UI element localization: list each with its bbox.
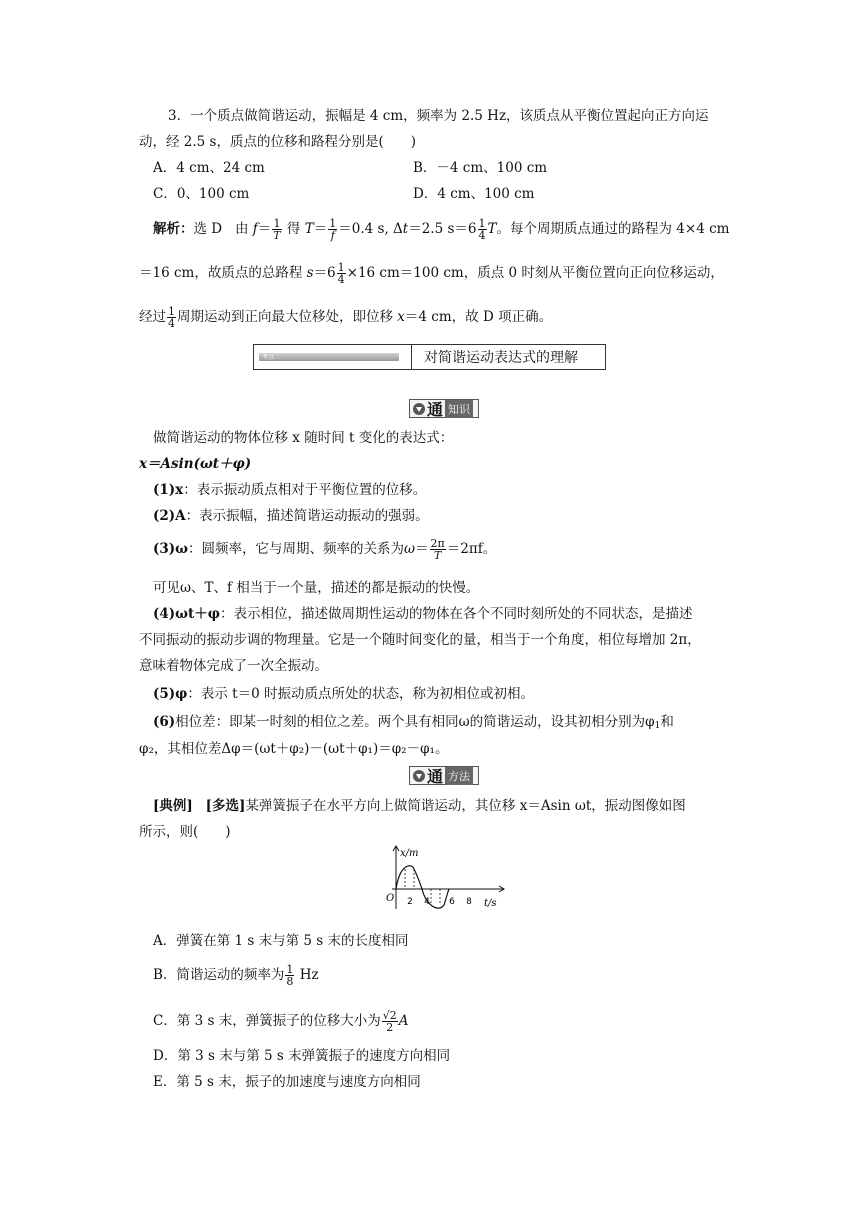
q3-stem-line2: 动，经 2.5 s，质点的位移和路程分别是( ) — [139, 134, 417, 150]
topic-header — [253, 344, 606, 370]
example-option-d: D．第 3 s 末与第 5 s 末弹簧振子的速度方向相同 — [153, 1048, 451, 1064]
x-tick-label: 4 — [424, 897, 430, 907]
solution-line1: 解析：选 D 由 f＝ $\frac{1}{T}$ 得 T＝ $\frac{1}{f}$ ＝0.4 s, Δt＝2.5 s＝6 $\frac{1}{4}$ T。每个周期质点通过的路程为 4×4 cm — [153, 217, 730, 242]
fraction: $\frac{√2}{2}$ — [382, 1009, 397, 1034]
method-badge: 通 方法 — [409, 766, 479, 785]
topic-tag — [254, 345, 412, 369]
knowledge-point-6-line2: φ₂，其相位差Δφ＝(ωt＋φ₂)－(ωt＋φ₁)＝φ₂－φ₁。 — [139, 741, 449, 757]
fraction: $\frac{1}{4}$ — [168, 305, 175, 330]
example-tag: [典例] — [153, 798, 193, 814]
knowledge-point-4-line2: 不同振动的振动步调的物理量。它是一个随时间变化的量，相当于一个角度，相位每增加 2π， — [139, 632, 701, 648]
q3-option-a: A．4 cm、24 cm — [153, 160, 265, 176]
knowledge-point-3: (3)ω：圆频率，它与周期、频率的关系为ω＝ $\frac{2\pi}{T}$ ＝2πf。 — [153, 537, 497, 562]
example-stem-line1: [典例] [多选]某弹簧振子在水平方向上做简谐运动，其位移 x＝Asin ωt，振动图像如图 — [153, 798, 686, 814]
knowledge-formula: x＝Asin(ωt＋φ) — [139, 456, 252, 472]
knowledge-point-1: (1)x：表示振动质点相对于平衡位置的位移。 — [153, 482, 427, 498]
arrow-down-icon — [413, 403, 425, 415]
knowledge-intro: 做简谐运动的物体位移 x 随时间 t 变化的表达式： — [153, 430, 454, 446]
y-axis-label: x/m — [400, 848, 419, 859]
q3-stem-line1: 3．一个质点做简谐运动，振幅是 4 cm，频率为 2.5 Hz，该质点从平衡位置起向正方向运 — [168, 108, 709, 124]
knowledge-point-6: (6)相位差：即某一时刻的相位之差。两个具有相同ω的简谐运动，设其初相分别为$\varphi_1$和 — [153, 714, 674, 731]
fraction: $\frac{1}{T}$ — [273, 217, 281, 242]
fraction: $\frac{2\pi}{T}$ — [430, 537, 445, 562]
fraction: $\frac{1}{4}$ — [478, 217, 486, 242]
example-option-a: A．弹簧在第 1 s 末与第 5 s 末的长度相同 — [153, 933, 409, 949]
sine-curve — [396, 866, 449, 908]
example-stem-line2: 所示，则( ) — [139, 824, 231, 840]
solution-prefix: 解析： — [153, 221, 194, 237]
knowledge-point-4: (4)ωt＋φ：表示相位，描述做周期性运动的物体在各个不同时刻所处的不同状态，是描述 — [153, 606, 693, 622]
example-multi-tag: [多选] — [205, 798, 246, 814]
x-tick-label: 2 — [407, 897, 413, 907]
fraction: $\frac{1}{4}$ — [337, 261, 345, 286]
solution-line3: 经过 $\frac{1}{4}$ 周期运动到正向最大位移处，即位移 x＝4 cm，故 D 项正确。 — [139, 305, 553, 330]
x-tick-label: 8 — [466, 897, 472, 907]
topic-title: 对简谐运动表达式的理解 — [424, 350, 578, 366]
knowledge-point-2: (2)A：表示振幅，描述简谐运动振动的强弱。 — [153, 508, 429, 524]
topic-tag-bar: 考点二 — [259, 353, 399, 361]
example-option-b: B．简谐运动的频率为 $\frac{1}{8}$ Hz — [153, 963, 319, 988]
example-option-e: E．第 5 s 末，振子的加速度与速度方向相同 — [153, 1074, 421, 1090]
knowledge-point-5: (5)φ：表示 t＝0 时振动质点所处的状态，称为初相位或初相。 — [153, 686, 534, 702]
solution-line2: ＝16 cm，故质点的总路程 s＝6 $\frac{1}{4}$ ×16 cm＝100 cm，质点 0 时刻从平衡位置向正向位移运动， — [139, 261, 724, 286]
knowledge-badge: 通 知识 — [409, 399, 479, 418]
knowledge-point-3b: 可见ω、T、f 相当于一个量，描述的都是振动的快慢。 — [153, 580, 480, 596]
q3-option-d: D．4 cm、100 cm — [413, 186, 535, 202]
origin-label: O — [386, 893, 395, 904]
x-axis-label: t/s — [484, 898, 497, 909]
q3-option-b: B．－4 cm、100 cm — [413, 160, 548, 176]
arrow-down-icon — [413, 770, 425, 782]
x-tick-label: 6 — [449, 897, 455, 907]
q3-option-c: C．0、100 cm — [153, 186, 250, 202]
knowledge-point-4-line3: 意味着物体完成了一次全振动。 — [139, 658, 328, 674]
fraction: $\frac{1}{f}$ — [329, 217, 337, 242]
vibration-graph — [378, 843, 512, 913]
example-option-c: C．第 3 s 末，弹簧振子的位移大小为 $\frac{√2}{2}$ A — [153, 1009, 409, 1034]
fraction: $\frac{1}{8}$ — [286, 963, 294, 988]
